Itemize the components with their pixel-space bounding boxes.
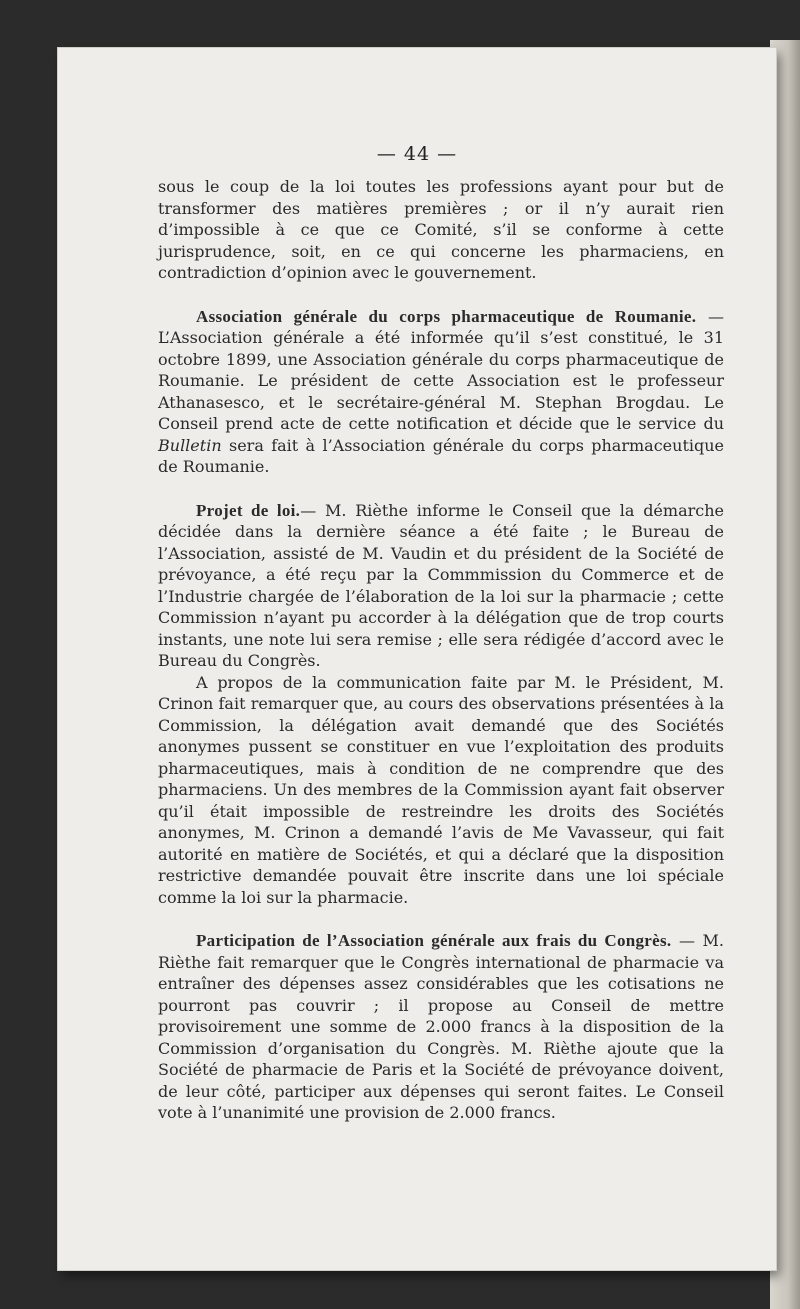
projet-followup-paragraph: A propos de la communication faite par M. le Président, M. Crinon fait remarquer que, au cours des observations présentées à la Commission, la délégation avait demandé que des Sociétés anonymes pussent se constituer en vue l’exploitation des produits pharmaceutiques, mais à condition de ne comprendre que des pharmaciens. Un des membres de la Commission ayant fait observer qu’il était impossible de restreindre les droits des Sociétés anonymes, M. Crinon a demandé l’avis de Me Vavasseur, qui fait autorité en matière de Sociétés, et qui a déclaré que la disposition restrictive demandée pouvait être inscrite dans une loi spéciale comme la loi sur la pharmacie.	[158, 672, 724, 907]
participation-paragraph	[158, 930, 724, 1124]
continuation-paragraph: sous le coup de la loi toutes les professions ayant pour but de transformer des matières premières ; or il n’y aurait rien d’impossible à ce que ce Comité, s’il se conforme à cette jurisprudence, soit, en ce qui concerne les pharmaciens, en contradiction d’opinion avec le gouvernement.	[158, 177, 724, 282]
page-body	[158, 176, 724, 1124]
projet-paragraph	[158, 500, 724, 672]
association-text-before: — L’Association générale a été informée qu’il s’est constitué, le 31 octobre 1899, une Association générale du corps pharmaceutique de Roumanie. Le président de cette Association est le professeur Athanasesco, et le secrétaire-général M. Stephan Brogdau. Le Conseil prend acte de cette notification et décide que le service du	[158, 306, 724, 433]
section-projet	[158, 500, 724, 909]
projet-heading: Projet de loi.	[196, 500, 301, 520]
document-page	[58, 48, 776, 1270]
association-heading: Association générale du corps pharmaceutique de Roumanie.	[196, 306, 697, 326]
section-association	[158, 306, 724, 478]
projet-text: — M. Rièthe informe le Conseil que la démarche décidée dans la dernière séance a été faite ; le Bureau de l’Association, assisté de M. Vaudin et du président de la Société de prévoyance, a été reçu par la Commmission du Commerce et de l’Industrie chargée de l’élaboration de la loi sur la pharmacie ; cette Commission n’ayant pu accorder à la délégation que de trop courts instants, une note lui sera remise ; elle sera rédigée d’accord avec le Bureau du Congrès.	[158, 500, 724, 670]
bulletin-title: Bulletin	[158, 435, 222, 455]
section-participation	[158, 930, 724, 1124]
participation-heading: Participation de l’Association générale aux frais du Congrès.	[196, 931, 672, 950]
page-number: — 44 —	[376, 143, 458, 165]
association-text-after: sera fait à l’Association générale du corps pharmaceutique de Roumanie.	[158, 435, 725, 476]
participation-text: — M. Rièthe fait remarquer que le Congrès international de pharmacie va entraîner des dépenses assez considérables que les cotisations ne pourront pas couvrir ; il propose au Conseil de mettre provisoirement une somme de 2.000 francs à la disposition de la Commission d’organisation du Congrès. M. Rièthe ajoute que la Société de pharmacie de Paris et la Société de prévoyance doivent, de leur côté, participer aux dépenses qui seront faites. Le Conseil vote à l’unanimité une provision de 2.000 francs.	[158, 931, 724, 1122]
association-paragraph	[158, 306, 724, 478]
